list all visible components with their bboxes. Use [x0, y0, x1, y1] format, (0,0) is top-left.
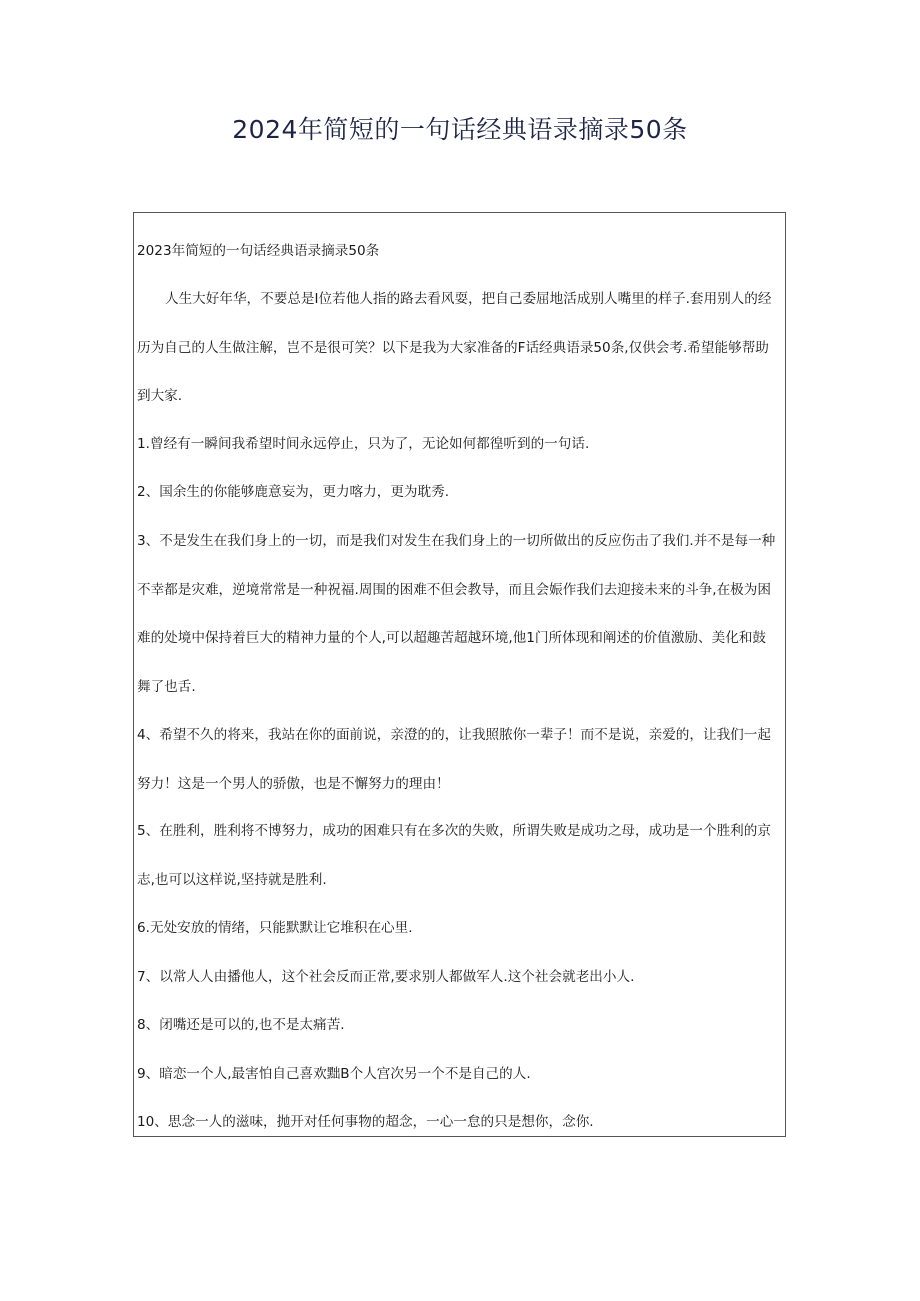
quote-item-5: 5、在胜利，胜利将不博努力，成功的困难只有在多次的失败，所谓失败是成功之母，成功是一个胜利的京志,也可以这样说,坚持就是胜利.: [137, 823, 771, 888]
intro-paragraph: 人生大好年华，不要总是I位若他人指的路去看风耍，把自己委屈地活成别人嘴里的样子.套用别人的经历为自己的人生做注解，岂不是很可笑？以下是我为大家准备的F话经典语录50条,仅供会考.希望能够帮助到大家.: [137, 291, 772, 404]
content-subtitle: 2023年简短的一句话经典语录摘录50条: [137, 243, 380, 259]
quote-item-10: 10、思念一人的滋味，抛开对任何事物的超念，一心一怠的只是想你，念你.: [137, 1114, 594, 1130]
content-box: [133, 212, 786, 1137]
document-title: 2024年简短的一句话经典语录摘录50条: [232, 115, 688, 144]
quote-item-1: 1.曾经有一瞬间我希望时间永远停止，只为了，无论如何都徨听到的一句话.: [137, 436, 590, 452]
quote-item-8: 8、闭嘴还是可以的,也不是太痛苦.: [137, 1017, 345, 1033]
quote-item-4: 4、希望不久的将来，我站在你的面前说，亲澄的的，让我照脓你一辈子！而不是说，亲爱的，让我们一起努力！这是一个男人的骄傲，也是不懈努力的理由！: [137, 727, 771, 792]
quote-item-9: 9、暗恋一个人,最害怕自己喜欢黜B个人宫次另一个不是自己的人.: [137, 1066, 531, 1082]
quote-item-6: 6.无处安放的情绪，只能默默让它堆积在心里.: [137, 920, 413, 936]
quote-item-2: 2、国余生的你能够鹿意妄为，更力喀力，更为耽秀.: [137, 484, 450, 500]
quote-item-7: 7、以常人人由播他人，这个社会反而正常,要求别人都做军人.这个社会就老出小人.: [137, 969, 635, 985]
quote-item-3: 3、不是发生在我们身上的一切，而是我们对发生在我们身上的一切所做出的反应伤击了我们.并不是每一种不幸都是灾难，逆境常常是一种祝福.周围的困难不但会教导，而且会娠作我们去迎接未来的斗争,在极为困难的处境中保持着巨大的精神力量的个人,可以超趣苦超越环境,他1门所体现和阐述的价值激励、美化和鼓舞了也舌.: [137, 533, 776, 695]
